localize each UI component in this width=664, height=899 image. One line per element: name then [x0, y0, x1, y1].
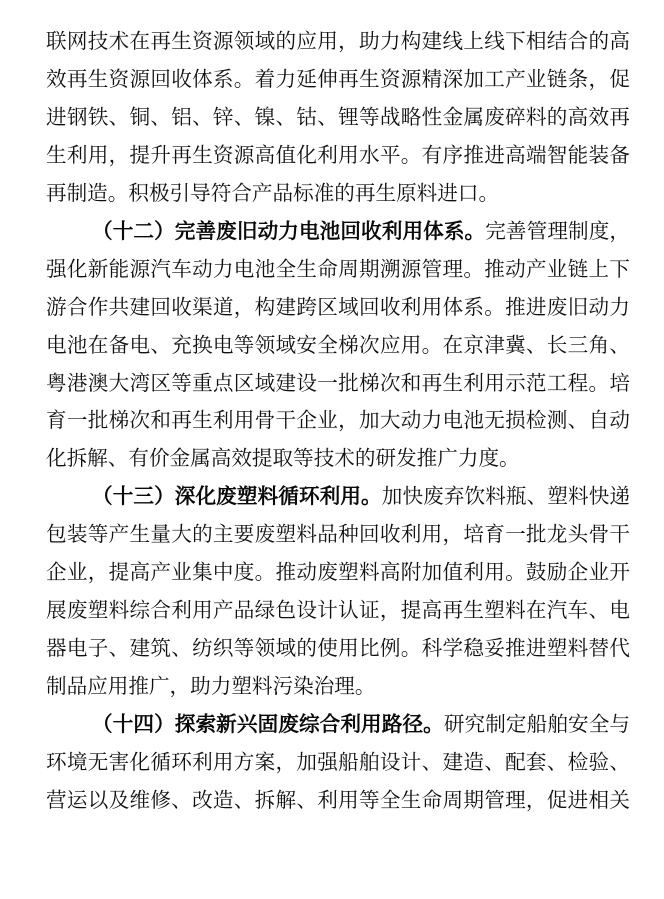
text-line: 进钢铁、铜、铝、锌、镍、钴、锂等战略性金属废碎料的高效再 [46, 105, 630, 129]
section-12-heading: （十二）完善废旧动力电池回收利用体系。 [92, 219, 486, 243]
text-line: 制品应用推广，助力塑料污染治理。 [46, 674, 376, 698]
section-12-first-line-text: 完善管理制度， [485, 219, 631, 243]
text-line: 强化新能源汽车动力电池全生命周期溯源管理。推动产业链上下 [46, 257, 630, 281]
text-line: 环境无害化循环利用方案，加强船舶设计、建造、配套、检验、 [46, 750, 630, 774]
text-line: 再制造。积极引导符合产品标准的再生原料进口。 [46, 181, 500, 205]
text-line: 器电子、建筑、纺织等领域的使用比例。科学稳妥推进塑料替代 [46, 636, 630, 660]
section-13-first-line [92, 476, 630, 516]
text-line: 生利用，提升再生资源高值化利用水平。有序推进高端智能装备 [46, 143, 630, 167]
section-14-first-line [92, 704, 630, 744]
text-line: 粤港澳大湾区等重点区域建设一批梯次和再生利用示范工程。培 [46, 371, 630, 395]
text-line: 联网技术在再生资源领域的应用，助力构建线上线下相结合的高 [46, 29, 630, 53]
text-line: 育一批梯次和再生利用骨干企业，加大动力电池无损检测、自动 [46, 408, 630, 432]
text-line: 化拆解、有价金属高效提取等技术的研发推广力度。 [46, 446, 520, 470]
text-line: 电池在备电、充换电等领域安全梯次应用。在京津冀、长三角、 [46, 333, 630, 357]
section-14-heading: （十四）探索新兴固废综合利用路径。 [92, 712, 444, 736]
text-line: 营运以及维修、改造、拆解、利用等全生命周期管理，促进相关 [46, 788, 630, 812]
text-line: 企业，提高产业集中度。推动废塑料高附加值利用。鼓励企业开 [46, 560, 630, 584]
section-12-first-line [92, 211, 630, 251]
text-line: 包装等产生量大的主要废塑料品种回收利用，培育一批龙头骨干 [46, 522, 630, 546]
text-line: 效再生资源回收体系。着力延伸再生资源精深加工产业链条，促 [46, 67, 630, 91]
section-13-heading: （十三）深化废塑料循环利用。 [92, 484, 382, 508]
section-13-first-line-text: 加快废弃饮料瓶、塑料快递 [381, 484, 631, 508]
text-line: 展废塑料综合利用产品绿色设计认证，提高再生塑料在汽车、电 [46, 598, 630, 622]
text-line: 游合作共建回收渠道，构建跨区域回收利用体系。推进废旧动力 [46, 295, 630, 319]
section-14-first-line-text: 研究制定船舶安全与 [443, 712, 631, 736]
